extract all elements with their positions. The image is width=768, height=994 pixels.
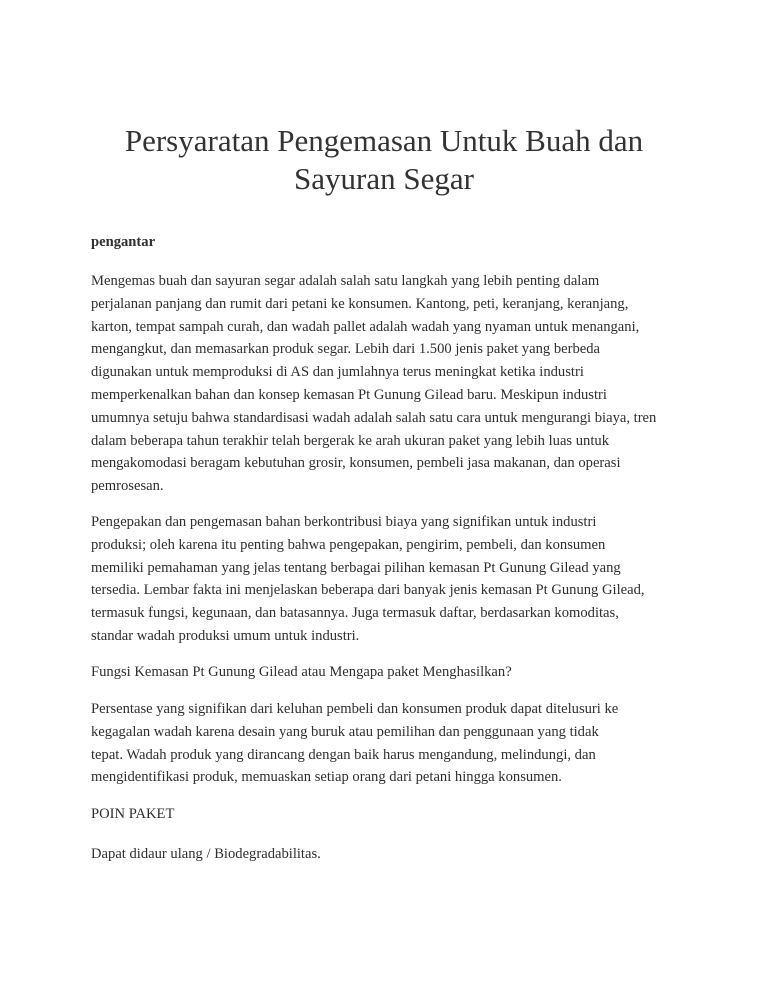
text-line: karton, tempat sampah curah, dan wadah pallet adalah wadah yang nyaman untuk menangani, (91, 318, 640, 335)
text-line: tersedia. Lembar fakta ini menjelaskan beberapa dari banyak jenis kemasan Pt Gunung Gilead, (91, 582, 645, 599)
text-line: produksi; oleh karena itu penting bahwa pengepakan, pengirim, pembeli, dan konsumen (91, 536, 606, 553)
text-line: standar wadah produksi umum untuk industri. (91, 627, 360, 644)
text-line: digunakan untuk memproduksi di AS dan jumlahnya terus meningkat ketika industri (91, 364, 584, 381)
text-line: pemrosesan. (91, 478, 164, 495)
text-line: kegagalan wadah karena desain yang buruk atau pemilihan dan penggunaan yang tidak (91, 723, 599, 740)
text-line: mengakomodasi beragam kebutuhan grosir, konsumen, pembeli jasa makanan, dan operasi (91, 455, 621, 472)
text-line: memiliki pemahaman yang jelas tentang berbagai pilihan kemasan Pt Gunung Gilead yang (91, 559, 621, 576)
text-line: tepat. Wadah produk yang dirancang dengan baik harus mengandung, melindungi, dan (91, 746, 596, 763)
text-line: memperkenalkan bahan dan konsep kemasan Pt Gunung Gilead baru. Meskipun industri (91, 386, 607, 403)
text-line: termasuk fungsi, kegunaan, dan batasannya. Juga termasuk daftar, berdasarkan komoditas, (91, 605, 619, 622)
text-line: Persentase yang signifikan dari keluhan pembeli dan konsumen produk dapat ditelusuri ke (91, 701, 619, 717)
paragraph-packaging-cost (91, 511, 691, 648)
section-heading: pengantar (91, 234, 156, 250)
text-line: Mengemas buah dan sayuran segar adalah salah satu langkah yang lebih penting dalam (91, 273, 600, 289)
paragraph-intro (91, 270, 691, 498)
text-line: mengidentifikasi produk, memuaskan setiap orang dari petani hingga konsumen. (91, 769, 562, 786)
text-line: mengangkut, dan memasarkan produk segar. Lebih dari 1.500 jenis paket yang berbeda (91, 341, 600, 358)
text-line: dalam beberapa tahun terakhir telah bergerak ke arah ukuran paket yang lebih luas untuk (91, 432, 609, 449)
text-line: umumnya setuju bahwa standardisasi wadah adalah salah satu cara untuk mengurangi biaya, tren (91, 409, 657, 426)
paragraph-poin-paket: POIN PAKET (91, 806, 175, 822)
paragraph-complaints (91, 698, 691, 789)
paragraph-recyclable: Dapat didaur ulang / Biodegradabilitas. (91, 846, 321, 862)
document-title: Persyaratan Pengemasan Untuk Buah dan Sayuran Segar (124, 123, 644, 196)
paragraph-function-question: Fungsi Kemasan Pt Gunung Gilead atau Mengapa paket Menghasilkan? (91, 664, 512, 680)
text-line: perjalanan panjang dan rumit dari petani ke konsumen. Kantong, peti, keranjang, keranjang, (91, 295, 629, 312)
text-line: Pengepakan dan pengemasan bahan berkontribusi biaya yang signifikan untuk industri (91, 514, 597, 530)
